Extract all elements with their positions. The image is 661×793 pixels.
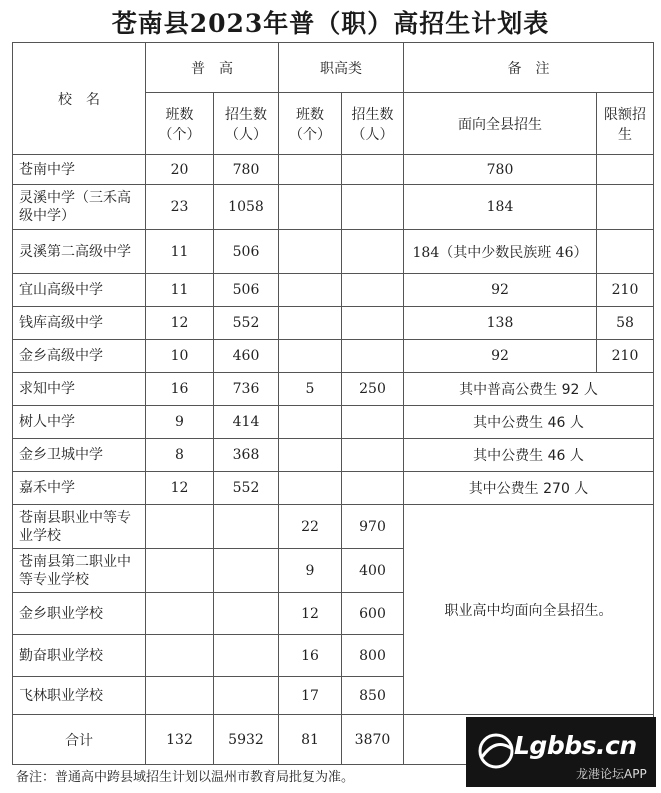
table-row	[13, 505, 654, 549]
g-classes	[146, 677, 214, 715]
v-classes	[279, 439, 342, 472]
v-enroll	[342, 274, 404, 307]
g-enroll: 460	[214, 340, 279, 373]
school-name: 求知中学	[13, 373, 146, 406]
v-classes	[279, 307, 342, 340]
school-name: 灵溪中学（三禾高级中学）	[13, 185, 146, 230]
g-classes: 8	[146, 439, 214, 472]
watermark-logo	[466, 717, 656, 787]
county-wide: 184	[404, 185, 597, 230]
table-row	[13, 472, 654, 505]
g-enroll	[214, 593, 279, 635]
school-name: 宜山高级中学	[13, 274, 146, 307]
v-classes: 17	[279, 677, 342, 715]
g-classes: 16	[146, 373, 214, 406]
remark-note: 其中公费生 270 人	[404, 472, 654, 505]
v-classes	[279, 274, 342, 307]
county-wide: 92	[404, 340, 597, 373]
g-classes: 11	[146, 274, 214, 307]
v-enroll: 970	[342, 505, 404, 549]
v-enroll: 600	[342, 593, 404, 635]
v-enroll	[342, 406, 404, 439]
v-classes	[279, 230, 342, 274]
total-v-enroll: 3870	[342, 715, 404, 765]
watermark-text: Lgbbs.cn	[514, 731, 637, 760]
g-enroll	[214, 635, 279, 677]
quota	[597, 230, 654, 274]
g-enroll: 368	[214, 439, 279, 472]
school-name: 钱库高级中学	[13, 307, 146, 340]
county-wide: 138	[404, 307, 597, 340]
g-classes: 12	[146, 307, 214, 340]
table-row	[13, 155, 654, 185]
quota: 210	[597, 274, 654, 307]
g-enroll	[214, 549, 279, 593]
school-name: 飞林职业学校	[13, 677, 146, 715]
v-classes	[279, 406, 342, 439]
g-enroll: 552	[214, 307, 279, 340]
table-row	[13, 230, 654, 274]
table-row	[13, 439, 654, 472]
watermark-subtext: 龙港论坛APP	[576, 767, 647, 781]
total-label: 合计	[13, 715, 146, 765]
footnote: 备注：普通高中跨县域招生计划以温州市教育局批复为准。	[16, 770, 355, 785]
v-classes: 5	[279, 373, 342, 406]
school-name: 树人中学	[13, 406, 146, 439]
header-general: 普 高	[146, 43, 279, 93]
g-classes: 11	[146, 230, 214, 274]
school-name: 苍南县职业中等专业学校	[13, 505, 146, 549]
school-name: 苍南中学	[13, 155, 146, 185]
quota: 210	[597, 340, 654, 373]
header-g-enroll: 招生数（人）	[214, 93, 279, 155]
v-enroll	[342, 340, 404, 373]
school-name: 金乡职业学校	[13, 593, 146, 635]
dragon-boat-icon	[472, 727, 520, 775]
v-enroll	[342, 472, 404, 505]
g-classes: 12	[146, 472, 214, 505]
g-classes: 10	[146, 340, 214, 373]
g-classes	[146, 593, 214, 635]
total-g-classes: 132	[146, 715, 214, 765]
header-v-enroll: 招生数（人）	[342, 93, 404, 155]
table-row	[13, 274, 654, 307]
table-row	[13, 185, 654, 230]
quota: 58	[597, 307, 654, 340]
header-quota: 限额招生	[597, 93, 654, 155]
quota	[597, 155, 654, 185]
v-enroll: 400	[342, 549, 404, 593]
v-enroll	[342, 307, 404, 340]
total-g-enroll: 5932	[214, 715, 279, 765]
total-v-classes: 81	[279, 715, 342, 765]
g-enroll: 1058	[214, 185, 279, 230]
v-enroll	[342, 439, 404, 472]
remark-note: 其中普高公费生 92 人	[404, 373, 654, 406]
header-vocational: 职高类	[279, 43, 404, 93]
v-classes	[279, 185, 342, 230]
enrollment-table	[12, 42, 654, 765]
quota	[597, 185, 654, 230]
school-name: 勤奋职业学校	[13, 635, 146, 677]
g-enroll: 736	[214, 373, 279, 406]
v-enroll: 800	[342, 635, 404, 677]
v-classes	[279, 340, 342, 373]
g-enroll: 414	[214, 406, 279, 439]
header-remarks: 备 注	[404, 43, 654, 93]
g-classes: 23	[146, 185, 214, 230]
header-v-classes: 班数（个）	[279, 93, 342, 155]
header-school: 校 名	[13, 43, 146, 155]
table-row	[13, 307, 654, 340]
remark-note: 其中公费生 46 人	[404, 406, 654, 439]
table-row	[13, 406, 654, 439]
g-classes: 20	[146, 155, 214, 185]
v-classes: 12	[279, 593, 342, 635]
v-enroll	[342, 155, 404, 185]
header-g-classes: 班数（个）	[146, 93, 214, 155]
v-classes: 9	[279, 549, 342, 593]
school-name: 金乡卫城中学	[13, 439, 146, 472]
v-classes	[279, 155, 342, 185]
school-name: 嘉禾中学	[13, 472, 146, 505]
remark-note: 其中公费生 46 人	[404, 439, 654, 472]
g-enroll: 780	[214, 155, 279, 185]
table-row	[13, 340, 654, 373]
vocational-remark: 职业高中均面向全县招生。	[404, 505, 654, 715]
header-county-wide: 面向全县招生	[404, 93, 597, 155]
g-enroll	[214, 677, 279, 715]
v-classes	[279, 472, 342, 505]
g-enroll: 552	[214, 472, 279, 505]
school-name: 苍南县第二职业中等专业学校	[13, 549, 146, 593]
g-enroll: 506	[214, 274, 279, 307]
g-classes: 9	[146, 406, 214, 439]
v-enroll: 250	[342, 373, 404, 406]
g-enroll: 506	[214, 230, 279, 274]
g-classes	[146, 505, 214, 549]
v-enroll: 850	[342, 677, 404, 715]
v-enroll	[342, 230, 404, 274]
school-name: 金乡高级中学	[13, 340, 146, 373]
page-title: 苍南县2023年普（职）高招生计划表	[111, 9, 550, 38]
g-classes	[146, 549, 214, 593]
g-classes	[146, 635, 214, 677]
county-wide: 184（其中少数民族班 46）	[404, 230, 597, 274]
table-row	[13, 373, 654, 406]
county-wide: 780	[404, 155, 597, 185]
school-name: 灵溪第二高级中学	[13, 230, 146, 274]
g-enroll	[214, 505, 279, 549]
county-wide: 92	[404, 274, 597, 307]
v-enroll	[342, 185, 404, 230]
v-classes: 22	[279, 505, 342, 549]
v-classes: 16	[279, 635, 342, 677]
